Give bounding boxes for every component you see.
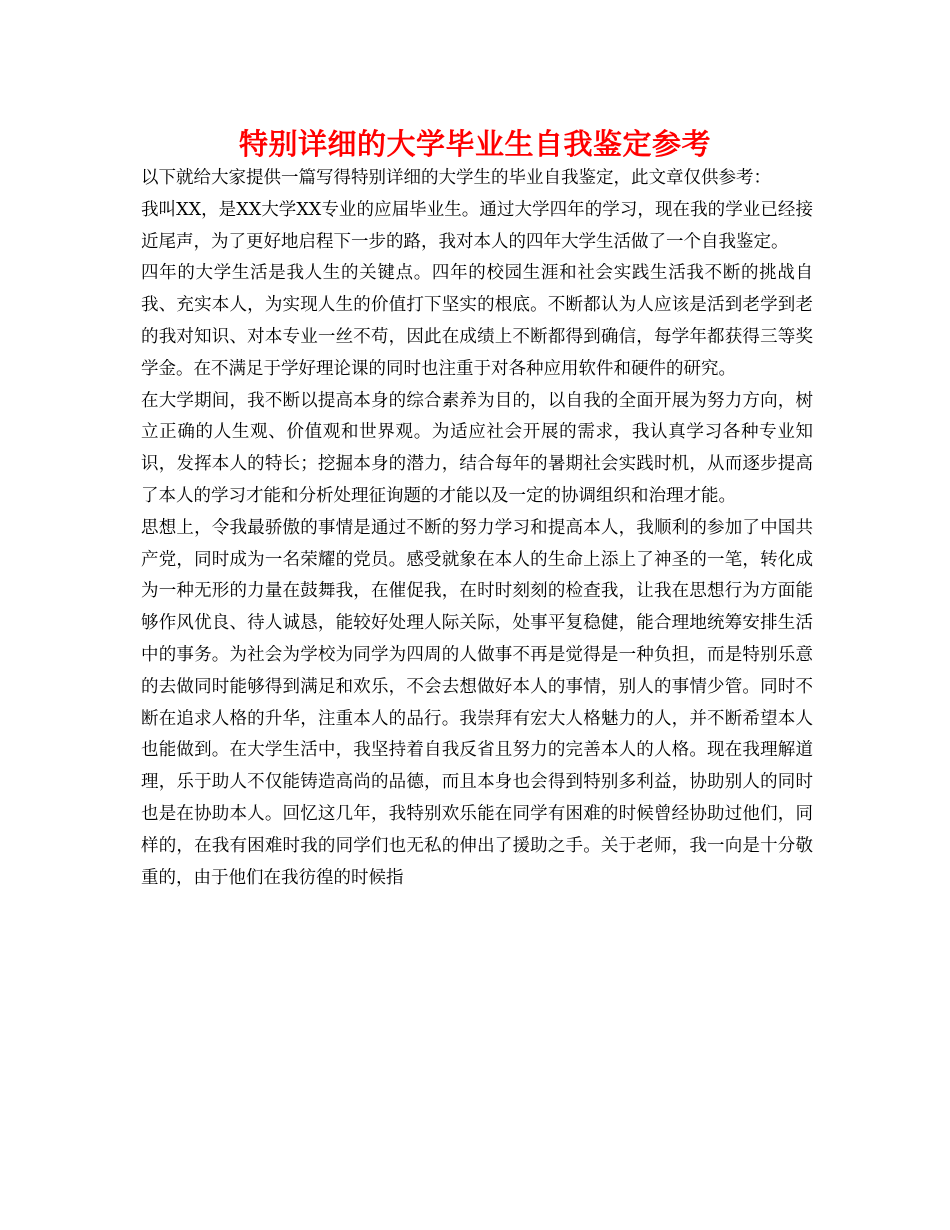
intro-paragraph: 以下就给大家提供一篇写得特别详细的大学生的毕业自我鉴定，此文章仅供参考：	[141, 168, 771, 188]
development-paragraph: 在大学期间，我不断以提高本身的综合素养为目的，以自我的全面开展为努力方向，树立正确的人生观、价值观和世界观。为适应社会开展的需求，我认真学习各种专业知识，发挥本人的特长；挖掘本身的潜力，结合每年的暑期社会实践时机，从而逐步提高了本人的学习才能和分析处理征询题的才能以及一定的协调组织和治理才能。	[141, 390, 813, 506]
study-paragraph: 四年的大学生活是我人生的关键点。四年的校园生涯和社会实践生活我不断的挑战自我、充实本人，为实现人生的价值打下坚实的根底。不断都认为人应该是活到老学到老的我对知识、对本专业一丝不苟，因此在成绩上不断都得到确信，每学年都获得三等奖学金。在不满足于学好理论课的同时也注重于对各种应用软件和硬件的研究。	[141, 263, 813, 379]
ideology-paragraph: 思想上，令我最骄傲的事情是通过不断的努力学习和提高本人，我顺利的参加了中国共产党，同时成为一名荣耀的党员。感受就象在本人的生命上添上了神圣的一笔，转化成为一种无形的力量在鼓舞我，在催促我，在时时刻刻的检查我，让我在思想行为方面能够作风优良、待人诚恳，能较好处理人际关际，处事平复稳健，能合理地统筹安排生活中的事务。为社会为学校为同学为四周的人做事不再是觉得是一种负担，而是特别乐意的去做同时能够得到满足和欢乐，不会去想做好本人的事情，别人的事情少管。同时不断在追求人格的升华，注重本人的品行。我崇拜有宏大人格魅力的人，并不断希望本人也能做到。在大学生活中，我坚持着自我反省且努力的完善本人的人格。现在我理解道理，乐于助人不仅能铸造高尚的品德，而且本身也会得到特别多利益，协助别人的同时也是在协助本人。回忆这几年，我特别欢乐能在同学有困难的时候曾经协助过他们，同样的，在我有困难时我的同学们也无私的伸出了援助之手。关于老师，我一向是十分敬重的，由于他们在我彷徨的时候指	[141, 517, 813, 888]
document-body	[141, 163, 813, 894]
self-intro-paragraph: 我叫XX，是XX大学XX专业的应届毕业生。通过大学四年的学习，现在我的学业已经接近尾声，为了更好地启程下一步的路，我对本人的四年大学生活做了一个自我鉴定。	[141, 199, 813, 252]
document-title: 特别详细的大学毕业生自我鉴定参考	[238, 127, 711, 161]
